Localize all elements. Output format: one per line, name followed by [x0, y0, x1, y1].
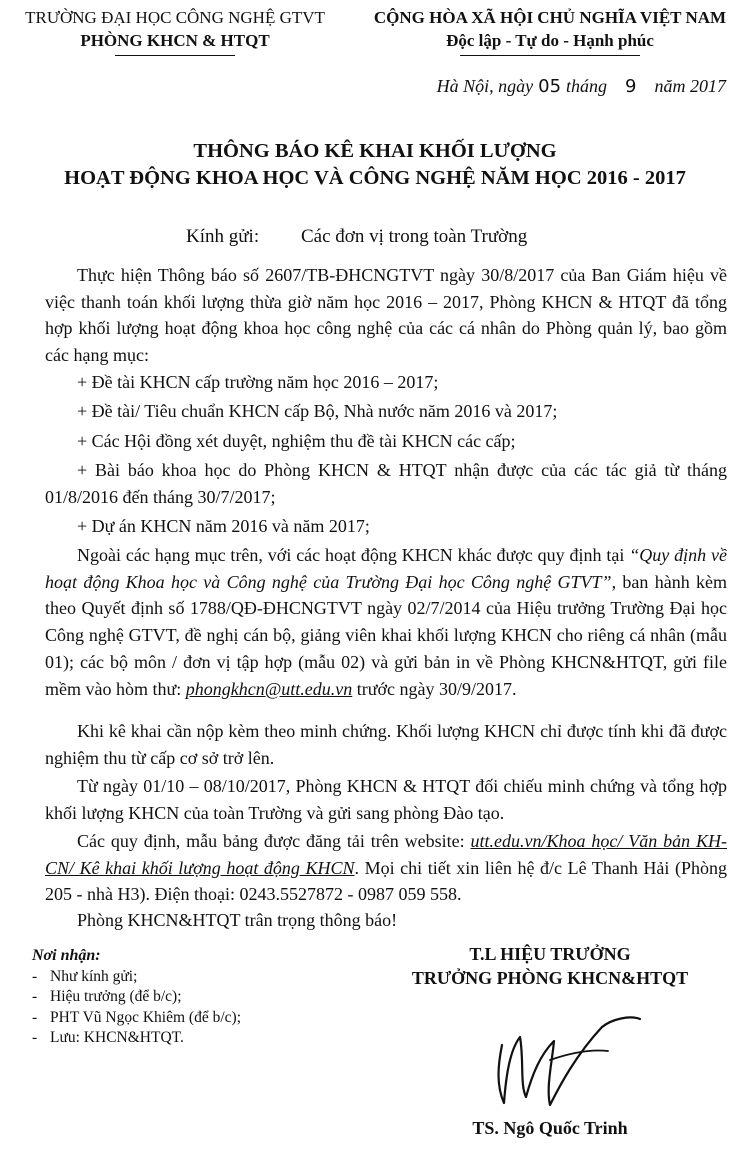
- list-item: + Dự án KHCN năm 2016 và năm 2017;: [77, 516, 370, 536]
- recipient-value: Các đơn vị trong toàn Trường: [301, 226, 528, 247]
- department-name: PHÒNG KHCN & HTQT: [80, 31, 270, 50]
- list-item: + Bài báo khoa học do Phòng KHCN & HTQT nhận được của các tác giả từ tháng 01/8/2016 đến tháng 30/7/2017;: [45, 460, 727, 507]
- list-item: + Đề tài/ Tiêu chuẩn KHCN cấp Bộ, Nhà nước năm 2016 và 2017;: [77, 401, 558, 421]
- regulation-title: “Quy định về hoạt động Khoa học và Công nghệ của Trường Đại học Công nghệ GTVT”: [45, 545, 727, 592]
- date-day: 05: [538, 76, 562, 97]
- university-name: TRƯỜNG ĐẠI HỌC CÔNG NGHỆ GTVT: [25, 8, 325, 27]
- national-title: CỘNG HÒA XÃ HỘI CHỦ NGHĨA VIỆT NAM: [373, 8, 727, 27]
- signature-block: [360, 942, 740, 990]
- recipients-title: Nơi nhận:: [32, 947, 101, 964]
- paragraph-schedule: Từ ngày 01/10 – 08/10/2017, Phòng KHCN & HTQT đối chiếu minh chứng và tổng hợp khối lượng KHCN của toàn Trường và gửi sang phòng Đào tạo.: [45, 776, 727, 823]
- list-item: + Đề tài KHCN cấp trường năm học 2016 – 2017;: [77, 372, 439, 392]
- date-month-label: tháng: [566, 76, 608, 96]
- org-header: [0, 6, 350, 52]
- document-date: [360, 76, 726, 97]
- website-link[interactable]: utt.edu.vn/Khoa học/ Văn bản KH-CN/ Kê khai khối lượng hoạt động KHCN: [45, 831, 727, 878]
- date-prefix: Hà Nội, ngày: [436, 76, 534, 96]
- p5-text-a: Các quy định, mẫu bảng được đăng tải trên website:: [77, 831, 471, 851]
- signature-position: TRƯỞNG PHÒNG KHCN&HTQT: [411, 968, 689, 988]
- title-line-1: THÔNG BÁO KÊ KHAI KHỐI LƯỢNG: [193, 140, 557, 162]
- p2-text-c: trước ngày 30/9/2017.: [352, 678, 517, 699]
- recipient-label: Kính gửi:: [186, 226, 260, 247]
- date-month: 9: [625, 76, 637, 97]
- date-year: năm 2017: [654, 76, 726, 96]
- national-header: [355, 6, 745, 52]
- recipients-list: [32, 946, 362, 1049]
- document-title: [20, 138, 730, 192]
- recipients-item: - Hiệu trưởng (để b/c);: [32, 987, 362, 1008]
- recipients-item: - Như kính gửi;: [32, 967, 362, 988]
- list-item: + Các Hội đồng xét duyệt, nghiệm thu đề tài KHCN các cấp;: [77, 431, 516, 451]
- p5-text-b: . Mọi chi tiết xin liên hệ đ/c Lê Thanh Hải (Phòng 205 - nhà H3). Điện thoại: 0243.5527872 - 0987 059 558.: [45, 857, 727, 905]
- national-motto: Độc lập - Tự do - Hạnh phúc: [446, 31, 654, 50]
- p2-text-a: Ngoài các hạng mục trên, với các hoạt động KHCN khác được quy định tại: [77, 545, 630, 565]
- paragraph-website: [45, 828, 727, 908]
- closing-line: Phòng KHCN&HTQT trân trọng thông báo!: [77, 910, 398, 930]
- paragraph-other-activities: [45, 542, 727, 702]
- paragraph-evidence: Khi kê khai cần nộp kèm theo minh chứng. Khối lượng KHCN chỉ được tính khi đã được nghiệm thu từ cấp cơ sở trở lên.: [45, 721, 727, 768]
- email-link[interactable]: phongkhcn@utt.edu.vn: [185, 678, 353, 699]
- p2-text-b: , ban hành kèm theo Quyết định số 1788/QĐ-ĐHCNGTVT ngày 02/7/2014 của Hiệu trưởng Trường Đại học Công nghệ GTVT, đề nghị cán bộ, giảng viên khai khối lượng KHCN cho riêng cá nhân (mẫu 01); các bộ môn / đơn vị tập hợp (mẫu 02) và gửi bản in về Phòng KHCN&HTQT, gửi file mềm vào hòm thư:: [45, 571, 728, 699]
- paragraph-intro: Thực hiện Thông báo số 2607/TB-ĐHCNGTVT ngày 30/8/2017 của Ban Giám hiệu về việc thanh toán khối lượng thừa giờ năm học 2016 – 2017, Phòng KHCN & HTQT đã tổng hợp khối lượng hoạt động khoa học công nghệ của các cá nhân do Phòng quản lý, bao gồm các hạng mục:: [45, 265, 727, 366]
- handwritten-signature: [480, 1005, 650, 1110]
- recipients-item: - PHT Vũ Ngọc Khiêm (để b/c);: [32, 1008, 362, 1029]
- signer-name: TS. Ngô Quốc Trinh: [472, 1118, 628, 1138]
- header-right-rule: [460, 55, 640, 56]
- recipients-item: - Lưu: KHCN&HTQT.: [32, 1028, 362, 1049]
- header-left-rule: [115, 55, 235, 56]
- signature-authority: T.L HIỆU TRƯỞNG: [469, 944, 631, 964]
- title-line-2: HOẠT ĐỘNG KHOA HỌC VÀ CÔNG NGHỆ NĂM HỌC 2016 - 2017: [64, 167, 686, 189]
